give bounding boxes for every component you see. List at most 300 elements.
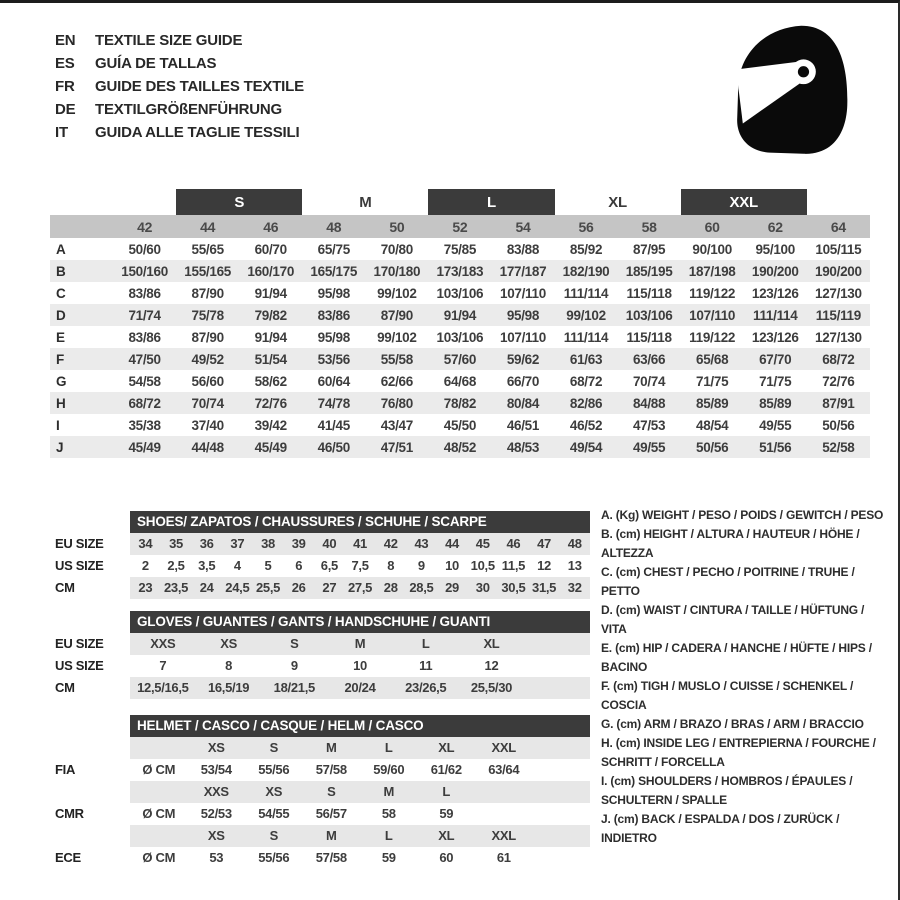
measure-value: 45/50 <box>443 417 477 433</box>
size-cell: XXS <box>203 784 229 799</box>
size-cell: 11 <box>419 658 433 673</box>
size-cell: L <box>421 636 430 651</box>
measure-value: 103/106 <box>436 285 484 301</box>
size-cell: 40 <box>322 536 337 551</box>
row-label: US SIZE <box>55 558 104 573</box>
size-cell: 2 <box>141 558 149 573</box>
size-cell: XXL <box>491 740 516 755</box>
measure-value: 91/94 <box>443 307 477 323</box>
measure-value: 78/82 <box>443 395 477 411</box>
size-band-spacer <box>50 189 176 215</box>
measure-value: 65/68 <box>696 351 729 367</box>
measure-value: 99/102 <box>377 329 417 345</box>
measure-value: 83/86 <box>128 285 161 301</box>
measure-value: 41/45 <box>317 417 350 433</box>
size-cell: 45 <box>475 536 490 551</box>
measure-value: 65/75 <box>317 241 350 257</box>
size-cell <box>533 737 591 759</box>
measure-value: 79/82 <box>254 307 287 323</box>
measure-value: 95/98 <box>317 285 350 301</box>
measure-value: 87/90 <box>191 285 224 301</box>
size-cell: Ø CM <box>142 850 176 865</box>
measure-value: 58/62 <box>254 373 287 389</box>
row-label <box>55 737 130 759</box>
size-cell: 52/53 <box>200 806 232 821</box>
measure-value: 123/126 <box>751 329 799 345</box>
size-cell: L <box>384 828 393 843</box>
measure-value: 66/70 <box>506 373 540 389</box>
size-cell: 10 <box>445 558 459 573</box>
size-cell <box>130 781 188 803</box>
measure-value: 115/118 <box>626 285 672 301</box>
size-cell: 43 <box>414 536 429 551</box>
measure-value: 51/56 <box>759 439 792 455</box>
measure-value: 53/56 <box>317 351 350 367</box>
measure-value: 71/75 <box>759 373 792 389</box>
measure-value: 85/89 <box>696 395 729 411</box>
size-number: 60 <box>681 215 744 238</box>
size-cell: XL <box>438 828 455 843</box>
size-cell: 23 <box>138 580 153 595</box>
size-number: 52 <box>428 215 491 238</box>
size-cell: 47 <box>537 536 551 551</box>
measure-value: 52/58 <box>822 439 855 455</box>
measure-value: 95/98 <box>506 307 540 323</box>
measure-value: 51/54 <box>254 351 287 367</box>
measure-value: 48/54 <box>696 417 729 433</box>
legend-item: A. (Kg) WEIGHT / PESO / POIDS / GEWITCH / PESO <box>601 508 884 522</box>
size-cell: 63/64 <box>488 762 520 777</box>
size-cell: 53 <box>209 850 224 865</box>
size-cell: Ø CM <box>142 762 176 777</box>
measure-value: 115/119 <box>815 307 861 323</box>
size-number: 64 <box>807 215 870 238</box>
measure-value: 70/80 <box>380 241 413 257</box>
shoes-section-title: SHOES/ ZAPATOS / CHAUSSURES / SCHUHE / SCARPE <box>130 511 590 533</box>
measure-value: 160/170 <box>247 263 295 279</box>
row-label: CM <box>55 580 75 595</box>
helmet-section <box>55 715 590 869</box>
size-cell: 56/57 <box>315 806 347 821</box>
gloves-rows <box>55 633 590 699</box>
size-cell: 13 <box>567 558 582 573</box>
size-row <box>55 533 590 555</box>
legend-item: J. (cm) BACK / ESPALDA / DOS / ZURÜCK / INDIETRO <box>601 812 840 845</box>
measure-value: 90/100 <box>692 241 732 257</box>
row-values <box>130 847 590 869</box>
measure-value: 105/115 <box>815 241 862 257</box>
language-title: GUIDE DES TAILLES TEXTILE <box>95 78 304 95</box>
size-cell: 6 <box>295 558 303 573</box>
measure-row <box>50 348 870 370</box>
size-cell: L <box>384 740 393 755</box>
measure-value: 50/56 <box>822 417 855 433</box>
legend-item: E. (cm) HIP / CADERA / HANCHE / HÜFTE / HIPS / BACINO <box>601 641 872 674</box>
size-cell: 7 <box>159 658 167 673</box>
size-cell: XL <box>438 740 455 755</box>
size-cell: XS <box>220 636 237 651</box>
racing-helmet-icon <box>722 19 858 170</box>
size-cell: XS <box>265 784 283 799</box>
measure-value: 123/126 <box>751 285 799 301</box>
measure-value: 70/74 <box>191 395 224 411</box>
measure-letter: G <box>56 373 67 389</box>
measure-row <box>50 436 870 458</box>
row-values <box>130 781 590 803</box>
size-band-spacer <box>807 189 870 215</box>
legend-item: B. (cm) HEIGHT / ALTURA / HAUTEUR / HÖHE / ALTEZZA <box>601 527 860 560</box>
size-cell <box>524 677 590 699</box>
measure-value: 60/70 <box>254 241 287 257</box>
size-cell: 8 <box>387 558 395 573</box>
size-band-L: L <box>428 189 554 215</box>
measure-letter: J <box>56 439 64 455</box>
row-label: ECE <box>55 850 81 865</box>
measure-row <box>50 392 870 414</box>
measure-row <box>50 304 870 326</box>
legend-item: C. (cm) CHEST / PECHO / POITRINE / TRUHE / PETTO <box>601 565 855 598</box>
textile-size-table <box>50 189 870 458</box>
size-cell: 55/56 <box>258 762 290 777</box>
measure-value: 82/86 <box>569 395 603 411</box>
helmet-section-title: HELMET / CASCO / CASQUE / HELM / CASCO <box>130 715 590 737</box>
size-cell: M <box>325 740 337 755</box>
size-cell <box>533 825 591 847</box>
size-cell: 11,5 <box>501 558 526 573</box>
size-cell: 9 <box>290 658 298 673</box>
row-label: US SIZE <box>55 658 104 673</box>
size-cell <box>130 825 188 847</box>
size-cell: 30 <box>475 580 490 595</box>
measure-value: 95/98 <box>317 329 350 345</box>
measure-value: 83/86 <box>317 307 350 323</box>
row-values <box>130 737 590 759</box>
language-row <box>55 52 304 75</box>
measure-row <box>50 282 870 304</box>
measure-value: 68/72 <box>128 395 161 411</box>
measure-value: 83/88 <box>506 241 540 257</box>
measure-value: 56/60 <box>191 373 224 389</box>
size-cell: 39 <box>291 536 306 551</box>
size-cell: 12 <box>484 658 499 673</box>
size-band-M: M <box>359 193 372 211</box>
row-label: EU SIZE <box>55 536 104 551</box>
size-band-row <box>50 189 870 215</box>
gloves-section-title: GLOVES / GUANTES / GANTS / HANDSCHUHE / GUANTI <box>130 611 590 633</box>
measure-row <box>50 414 870 436</box>
size-cell: 5 <box>264 558 272 573</box>
measure-value: 63/66 <box>632 351 666 367</box>
measure-letter: D <box>56 307 66 323</box>
measure-value: 185/195 <box>625 263 673 279</box>
measure-value: 87/90 <box>191 329 224 345</box>
size-band-XL: XL <box>608 193 627 211</box>
measure-value: 170/180 <box>373 263 421 279</box>
measure-value: 70/74 <box>632 373 666 389</box>
size-cell: 59/60 <box>373 762 405 777</box>
measure-value: 46/52 <box>569 417 603 433</box>
measure-value: 190/200 <box>751 263 799 279</box>
size-cell: XXS <box>150 636 176 651</box>
measure-value: 83/86 <box>128 329 161 345</box>
row-values <box>130 803 590 825</box>
size-cell: 29 <box>445 580 459 595</box>
size-cell: 18/21,5 <box>273 680 315 695</box>
measure-value: 48/52 <box>443 439 477 455</box>
language-title: GUIDA ALLE TAGLIE TESSILI <box>95 124 300 141</box>
measure-value: 111/114 <box>563 285 609 301</box>
measure-value: 155/165 <box>184 263 231 279</box>
measure-value: 60/64 <box>317 373 350 389</box>
measure-value: 80/84 <box>506 395 540 411</box>
size-cell: 54/55 <box>258 806 290 821</box>
measure-letter: E <box>56 329 65 345</box>
size-cell: 53/54 <box>200 762 232 777</box>
size-cell: 26 <box>291 580 306 595</box>
measure-letter: H <box>56 395 66 411</box>
size-cell: 25,5 <box>255 580 281 595</box>
measure-value: 111/114 <box>752 307 798 323</box>
helmet-rows <box>55 737 590 869</box>
measure-value: 35/38 <box>128 417 161 433</box>
measure-row <box>50 238 870 260</box>
size-cell <box>475 803 533 825</box>
size-cell: Ø CM <box>142 806 176 821</box>
measure-value: 49/55 <box>759 417 792 433</box>
measure-value: 49/52 <box>191 351 224 367</box>
measure-value: 84/88 <box>632 395 666 411</box>
row-label <box>55 781 130 803</box>
language-row <box>55 98 304 121</box>
size-cell: 57/58 <box>315 762 347 777</box>
size-cell <box>130 737 188 759</box>
measure-value: 165/175 <box>310 263 358 279</box>
measure-value: 103/106 <box>625 307 673 323</box>
legend-item: I. (cm) SHOULDERS / HOMBROS / ÉPAULES / SCHULTERN / SPALLE <box>601 774 853 807</box>
size-number: 62 <box>744 215 807 238</box>
measure-row <box>50 326 870 348</box>
measure-value: 107/110 <box>499 285 546 301</box>
size-cell: 61 <box>496 850 511 865</box>
size-row <box>55 655 590 677</box>
row-values <box>130 555 590 577</box>
size-cell: 32 <box>567 580 582 595</box>
legend-item: H. (cm) INSIDE LEG / ENTREPIERNA / FOURCHE / SCHRITT / FORCELLA <box>601 736 876 769</box>
size-cell: 20/24 <box>344 680 376 695</box>
size-cell: M <box>383 784 395 799</box>
measure-value: 87/95 <box>632 241 666 257</box>
row-label <box>55 825 130 847</box>
measure-value: 74/78 <box>317 395 350 411</box>
size-number: 54 <box>491 215 554 238</box>
measure-value: 71/74 <box>128 307 161 323</box>
size-number: 50 <box>365 215 428 238</box>
measure-value: 87/91 <box>822 395 855 411</box>
corner-cell <box>50 215 113 238</box>
language-row <box>55 29 304 52</box>
measure-value: 47/53 <box>632 417 666 433</box>
size-cell <box>533 781 591 803</box>
size-cell: S <box>269 828 278 843</box>
size-cell: 7,5 <box>351 558 369 573</box>
size-cell: 25,5/30 <box>470 680 513 695</box>
size-cell: 6,5 <box>320 558 338 573</box>
measure-value: 45/49 <box>128 439 161 455</box>
size-cell: 44 <box>445 536 459 551</box>
shoes-section <box>55 511 590 599</box>
measure-value: 76/80 <box>380 395 413 411</box>
size-cell: XXL <box>491 828 516 843</box>
measure-value: 55/58 <box>380 351 413 367</box>
measure-value: 47/51 <box>380 439 413 455</box>
language-row <box>55 75 304 98</box>
measure-value: 111/114 <box>563 329 609 345</box>
size-cell: XS <box>207 740 225 755</box>
row-values <box>130 759 590 781</box>
size-row <box>55 555 590 577</box>
size-band-S: S <box>176 189 302 215</box>
row-values <box>130 655 590 677</box>
measure-value: 54/58 <box>128 373 161 389</box>
size-row <box>55 633 590 655</box>
size-number: 46 <box>239 215 302 238</box>
size-number: 44 <box>176 215 239 238</box>
size-row <box>55 825 590 847</box>
measure-value: 49/54 <box>569 439 603 455</box>
language-code: DE <box>55 101 76 118</box>
size-row <box>55 781 590 803</box>
measure-value: 127/130 <box>815 329 862 345</box>
measure-value: 177/187 <box>499 263 547 279</box>
measure-value: 43/47 <box>380 417 413 433</box>
measure-value: 68/72 <box>569 373 603 389</box>
size-cell: 61/62 <box>430 762 462 777</box>
size-band-XXL: XXL <box>681 189 807 215</box>
measure-value: 119/122 <box>689 329 736 345</box>
size-cell <box>475 781 533 803</box>
size-cell: 37 <box>230 536 245 551</box>
size-cell: S <box>290 636 299 651</box>
measure-value: 50/56 <box>696 439 729 455</box>
size-cell: 12,5/16,5 <box>137 680 189 695</box>
language-code: EN <box>55 32 76 49</box>
helmet-title-row <box>55 715 590 737</box>
size-cell: 8 <box>225 658 233 673</box>
measure-value: 59/62 <box>506 351 540 367</box>
measure-value: 99/102 <box>566 307 606 323</box>
language-row <box>55 121 304 144</box>
measure-value: 87/90 <box>380 307 413 323</box>
row-label: CMR <box>55 806 84 821</box>
measure-value: 67/70 <box>759 351 792 367</box>
measure-value: 119/122 <box>689 285 736 301</box>
size-cell: 57/58 <box>315 850 347 865</box>
measure-value: 39/42 <box>254 417 287 433</box>
size-cell: 24 <box>199 580 214 595</box>
size-cell: 10 <box>353 658 367 673</box>
measure-letter: I <box>56 417 60 433</box>
size-number: 58 <box>618 215 681 238</box>
measure-letter: F <box>56 351 64 367</box>
measure-value: 187/198 <box>688 263 736 279</box>
measure-value: 107/110 <box>689 307 736 323</box>
size-row <box>55 677 590 699</box>
measure-value: 127/130 <box>815 285 862 301</box>
size-row <box>55 803 590 825</box>
measure-value: 91/94 <box>254 285 287 301</box>
size-cell: 59 <box>381 850 396 865</box>
measure-value: 37/40 <box>191 417 224 433</box>
gloves-title-row <box>55 611 590 633</box>
measure-value: 91/94 <box>254 329 287 345</box>
legend-item: D. (cm) WAIST / CINTURA / TAILLE / HÜFTUNG / VITA <box>601 603 865 636</box>
size-cell: 34 <box>138 536 153 551</box>
size-cell: 28,5 <box>409 580 434 595</box>
legend-item: F. (cm) TIGH / MUSLO / CUISSE / SCHENKEL / COSCIA <box>601 679 854 712</box>
measure-value: 115/118 <box>626 329 672 345</box>
size-cell: 28 <box>383 580 398 595</box>
size-number: 56 <box>555 215 618 238</box>
size-cell: 4 <box>233 558 241 573</box>
measure-value: 62/66 <box>380 373 413 389</box>
measure-value: 61/63 <box>569 351 603 367</box>
size-row <box>55 737 590 759</box>
size-cell: 10,5 <box>470 558 495 573</box>
language-code: IT <box>55 124 68 141</box>
shoes-title-row <box>55 511 590 533</box>
size-cell: M <box>325 828 337 843</box>
measure-row <box>50 370 870 392</box>
measure-value: 99/102 <box>377 285 417 301</box>
size-cell: 30,5 <box>501 580 526 595</box>
measure-value: 85/92 <box>569 241 603 257</box>
row-label: CM <box>55 680 75 695</box>
measure-value: 49/55 <box>632 439 666 455</box>
size-cell: XL <box>483 636 500 651</box>
measure-value: 95/100 <box>755 241 795 257</box>
size-cell <box>524 655 590 677</box>
size-cell: M <box>354 636 366 651</box>
language-code: ES <box>55 55 75 72</box>
size-row <box>55 847 590 869</box>
size-cell: 3,5 <box>198 558 216 573</box>
language-code: FR <box>55 78 75 95</box>
measure-value: 68/72 <box>822 351 855 367</box>
size-cell: 9 <box>417 558 425 573</box>
size-cell: 35 <box>169 536 183 551</box>
measure-value: 55/65 <box>191 241 224 257</box>
row-label: FIA <box>55 762 76 777</box>
size-number-row <box>50 215 870 238</box>
size-cell: 46 <box>506 536 521 551</box>
size-cell: 23/26,5 <box>405 680 447 695</box>
measure-value: 47/50 <box>128 351 161 367</box>
size-cell: S <box>327 784 336 799</box>
size-number: 42 <box>113 215 176 238</box>
size-cell: XS <box>207 828 225 843</box>
measure-row <box>50 260 870 282</box>
shoes-rows <box>55 533 590 599</box>
size-cell <box>533 803 591 825</box>
measure-value: 64/68 <box>443 373 477 389</box>
size-cell <box>533 847 591 869</box>
measure-value: 46/51 <box>506 417 540 433</box>
measure-letter: A <box>56 241 66 257</box>
row-values <box>130 577 590 599</box>
measure-value: 182/190 <box>562 263 610 279</box>
measure-value: 72/76 <box>822 373 855 389</box>
row-values <box>130 825 590 847</box>
